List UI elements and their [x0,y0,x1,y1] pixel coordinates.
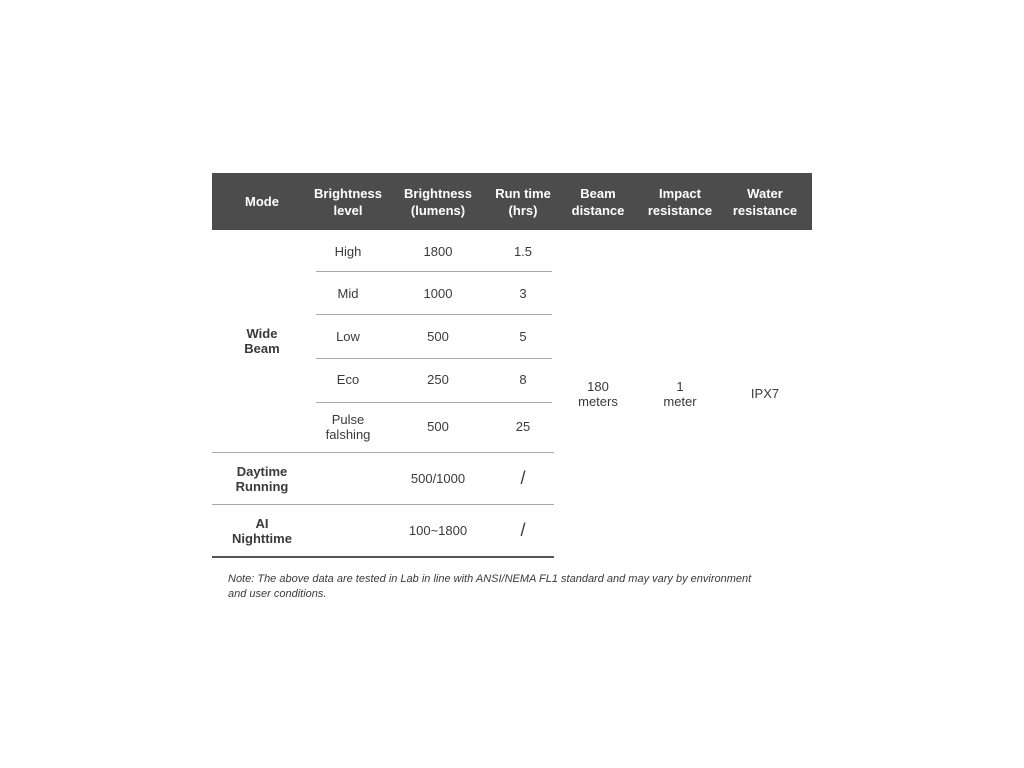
level-cell: Low [336,329,360,344]
header-brightness-level: Brightness level [312,173,384,230]
run-time-cell: 1.5 [513,243,533,259]
row-divider [316,402,552,403]
header-run-time: Run time (hrs) [492,173,554,230]
level-cell [312,505,384,558]
water-resistance-value: IPX7 [750,386,780,401]
header-water-resistance: Water resistance [718,173,812,230]
header-brightness-lumens: Brightness (lumens) [384,173,492,230]
row-divider [316,358,552,359]
level-cell: Pulse falshing [312,401,384,453]
table-header-row [212,173,812,230]
run-time-cell: 5 [519,329,527,344]
lumens-cell: 500 [384,401,492,453]
lumens-cell: 100~1800 [384,505,492,558]
level-cell [312,453,384,505]
header-mode: Mode [212,173,312,230]
header-beam-distance: Beam distance [554,173,642,230]
run-time-cell: 3 [519,286,527,301]
row-divider [316,271,552,272]
lumens-cell: 250 [427,372,449,387]
run-time-cell: 8 [519,372,527,387]
run-time-cell: / [492,453,554,505]
row-divider [316,314,552,315]
level-cell: High [334,243,362,259]
lumens-cell: 1000 [423,286,453,301]
beam-distance-value: 180 meters [578,378,618,409]
lumens-cell: 1800 [423,243,453,259]
mode-daytime-running: Daytime Running [212,453,312,505]
header-impact-resistance: Impact resistance [642,173,718,230]
lumens-cell: 500/1000 [384,453,492,505]
spec-table [212,173,812,558]
run-time-cell: 25 [492,401,554,453]
level-cell: Mid [337,286,359,301]
run-time-cell: / [492,505,554,558]
lumens-cell: 500 [427,329,449,344]
impact-resistance-value: 1 meter [663,378,697,409]
level-cell: Eco [336,372,360,387]
footnote: Note: The above data are tested in Lab in line with ANSI/NEMA FL1 standard and may vary by environment and user conditions. [228,573,752,600]
mode-wide-beam: Wide Beam [212,230,312,453]
spec-table-container [212,173,812,602]
table-row [212,230,812,272]
mode-ai-nighttime: AI Nighttime [212,505,312,558]
